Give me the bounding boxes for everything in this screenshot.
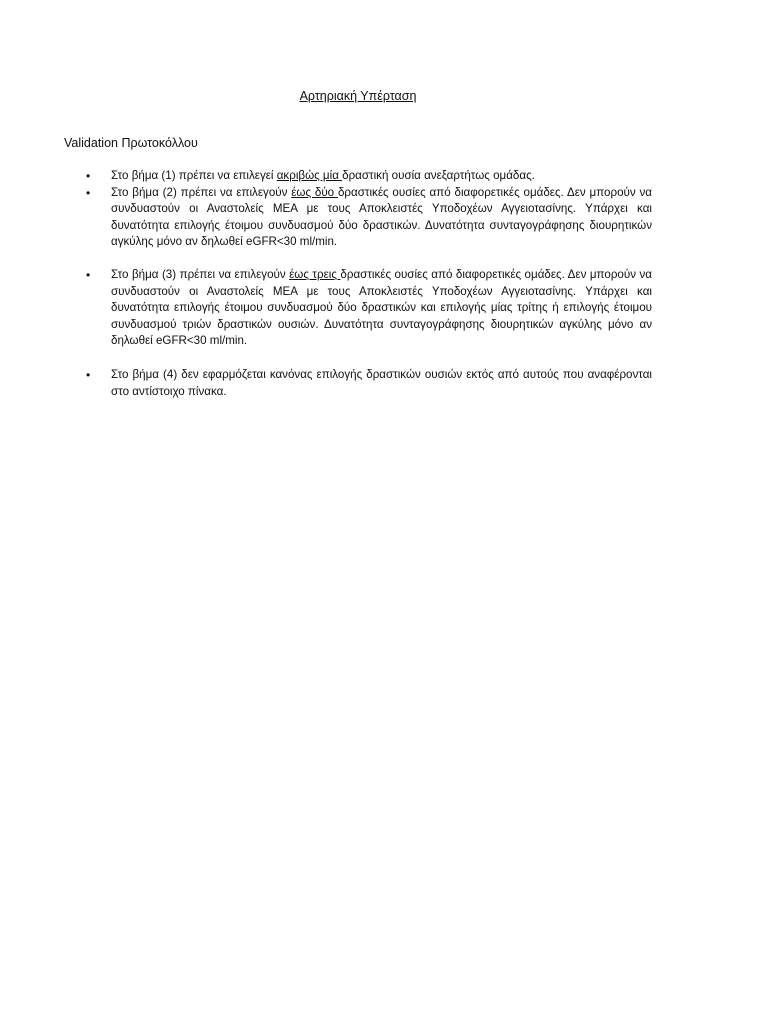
section-heading: Validation Πρωτοκόλλου xyxy=(64,136,198,150)
bullet-text-pre: Στο βήμα (3) πρέπει να επιλεγούν xyxy=(111,268,290,281)
bullet-list-steps-1-2 xyxy=(85,168,652,251)
bullet-text-post: δραστική ουσία ανεξαρτήτως ομάδας. xyxy=(342,169,535,182)
bullet-item-step-2 xyxy=(85,185,652,251)
document-title: Αρτηριακή Υπέρταση xyxy=(299,89,417,103)
bullet-text-pre: Στο βήμα (2) πρέπει να επιλεγούν xyxy=(111,185,292,199)
bullet-icon: • xyxy=(86,368,91,382)
bullet-list-step-3 xyxy=(85,267,652,350)
bullet-icon: • xyxy=(86,268,91,282)
bullet-text-pre: Στο βήμα (1) πρέπει να επιλεγεί xyxy=(111,169,277,182)
bullet-text-emphasis: ακριβώς μία xyxy=(276,169,343,182)
bullet-text-post: δραστικές ουσίες από διαφορετικές ομάδες. Δεν μπορούν να συνδυαστούν οι Αναστολείς ΜΕΑ με τους Αποκλειστές Υποδοχέων Αγγειοτασίνης. Υπάρχει και δυνατότητα επιλογής έτοιμου συνδυασμού δύο δραστικών και επιλογής μίας τρίτης ή επιλογής έτοιμου συνδυασμού τριών δραστικών ουσιών. Δυνατότητα συνταγογράφησης διουρητικών αγκύλης μόνο αν δηλωθεί eGFR<30 ml/min. xyxy=(111,268,652,347)
bullet-item-step-4 xyxy=(85,367,652,400)
bullet-text-pre: Στο βήμα (4) δεν εφαρμόζεται κανόνας επιλογής δραστικών ουσιών εκτός από αυτούς που αναφέρονται στο αντίστοιχο πίνακα. xyxy=(111,368,652,398)
bullet-icon: • xyxy=(86,169,91,183)
bullet-icon: • xyxy=(86,185,91,200)
bullet-text-emphasis: έως τρεις xyxy=(289,268,341,281)
bullet-text-emphasis: έως δύο xyxy=(291,185,338,199)
bullet-list-step-4 xyxy=(85,367,652,400)
bullet-item-step-1 xyxy=(85,168,652,185)
bullet-item-step-3 xyxy=(85,267,652,350)
bullet-text-post: δραστικές ουσίες από διαφορετικές ομάδες. Δεν μπορούν να συνδυαστούν οι Αναστολείς ΜΕΑ με τους Αποκλειστές Υποδοχέων Αγγειοτασίνης. Υπάρχει και δυνατότητα επιλογής έτοιμου συνδυασμού δύο δραστικών. Δυνατότητα συνταγογράφησης διουρητικών αγκύλης μόνο αν δηλωθεί eGFR<30 ml/min. xyxy=(111,185,652,248)
